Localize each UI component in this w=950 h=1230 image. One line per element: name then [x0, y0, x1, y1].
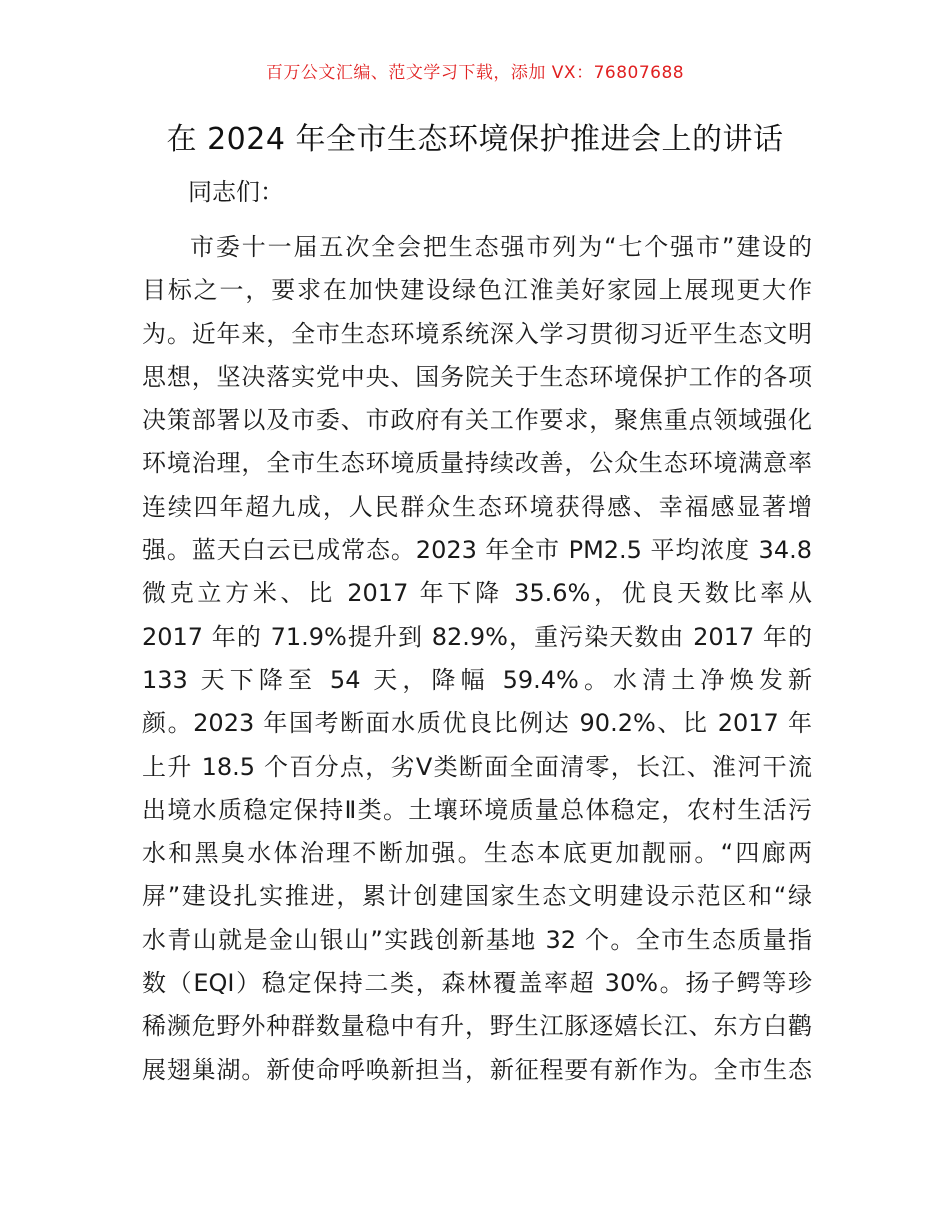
paragraph-line: 水青山就是金山银山”实践创新基地 32 个。全市生态质量指 [142, 925, 812, 954]
paragraph-line: 市委十一届五次全会把生态强市列为“七个强市”建设的 [190, 233, 812, 261]
paragraph-line: 连续四年超九成，人民群众生态环境获得感、幸福感显著增 [142, 492, 812, 521]
paragraph-line: 强。蓝天白云已成常态。2023 年全市 PM2.5 平均浓度 34.8 [142, 536, 812, 565]
paragraph-line: 稀濒危野外种群数量稳中有升，野生江豚逐嬉长江、东方白鹳 [142, 1012, 812, 1041]
paragraph-line: 2017 年的 71.9%提升到 82.9%，重污染天数由 2017 年的 [142, 622, 812, 651]
paragraph-line: 屏”建设扎实推进，累计创建国家生态文明建设示范区和“绿 [142, 882, 812, 911]
paragraph-line: 颜。2023 年国考断面水质优良比例达 90.2%、比 2017 年 [142, 709, 812, 738]
paragraph-line: 微克立方米、比 2017 年下降 35.6%，优良天数比率从 [142, 579, 812, 608]
paragraph-line: 出境水质稳定保持Ⅱ类。土壤环境质量总体稳定，农村生活污 [142, 795, 812, 824]
paragraph-line: 环境治理，全市生态环境质量持续改善，公众生态环境满意率 [142, 449, 812, 478]
paragraph-line: 展翅巢湖。新使命呼唤新担当，新征程要有新作为。全市生态 [142, 1055, 812, 1084]
paragraph-line: 目标之一，要求在加快建设绿色江淮美好家园上展现更大作 [142, 276, 812, 305]
paragraph-line: 为。近年来，全市生态环境系统深入学习贯彻习近平生态文明 [142, 319, 812, 348]
paragraph-line: 数（EQI）稳定保持二类，森林覆盖率超 30%。扬子鳄等珍 [142, 969, 812, 998]
paragraph-line: 思想，坚决落实党中央、国务院关于生态环境保护工作的各项 [142, 362, 812, 391]
document-title: 在 2024 年全市生态环境保护推进会上的讲话 [166, 122, 784, 157]
body-paragraph [142, 226, 812, 1092]
paragraph-line: 133 天下降至 54 天，降幅 59.4%。水清土净焕发新 [142, 665, 812, 694]
paragraph-line: 水和黑臭水体治理不断加强。生态本底更加靓丽。“四廊两 [142, 839, 812, 868]
salutation: 同志们： [188, 178, 284, 206]
header-note: 百万公文汇编、范文学习下载，添加 VX：76807688 [265, 63, 685, 83]
paragraph-line: 决策部署以及市委、市政府有关工作要求，聚焦重点领域强化 [142, 406, 812, 435]
paragraph-line: 上升 18.5 个百分点，劣V类断面全面清零，长江、淮河干流 [142, 752, 812, 781]
